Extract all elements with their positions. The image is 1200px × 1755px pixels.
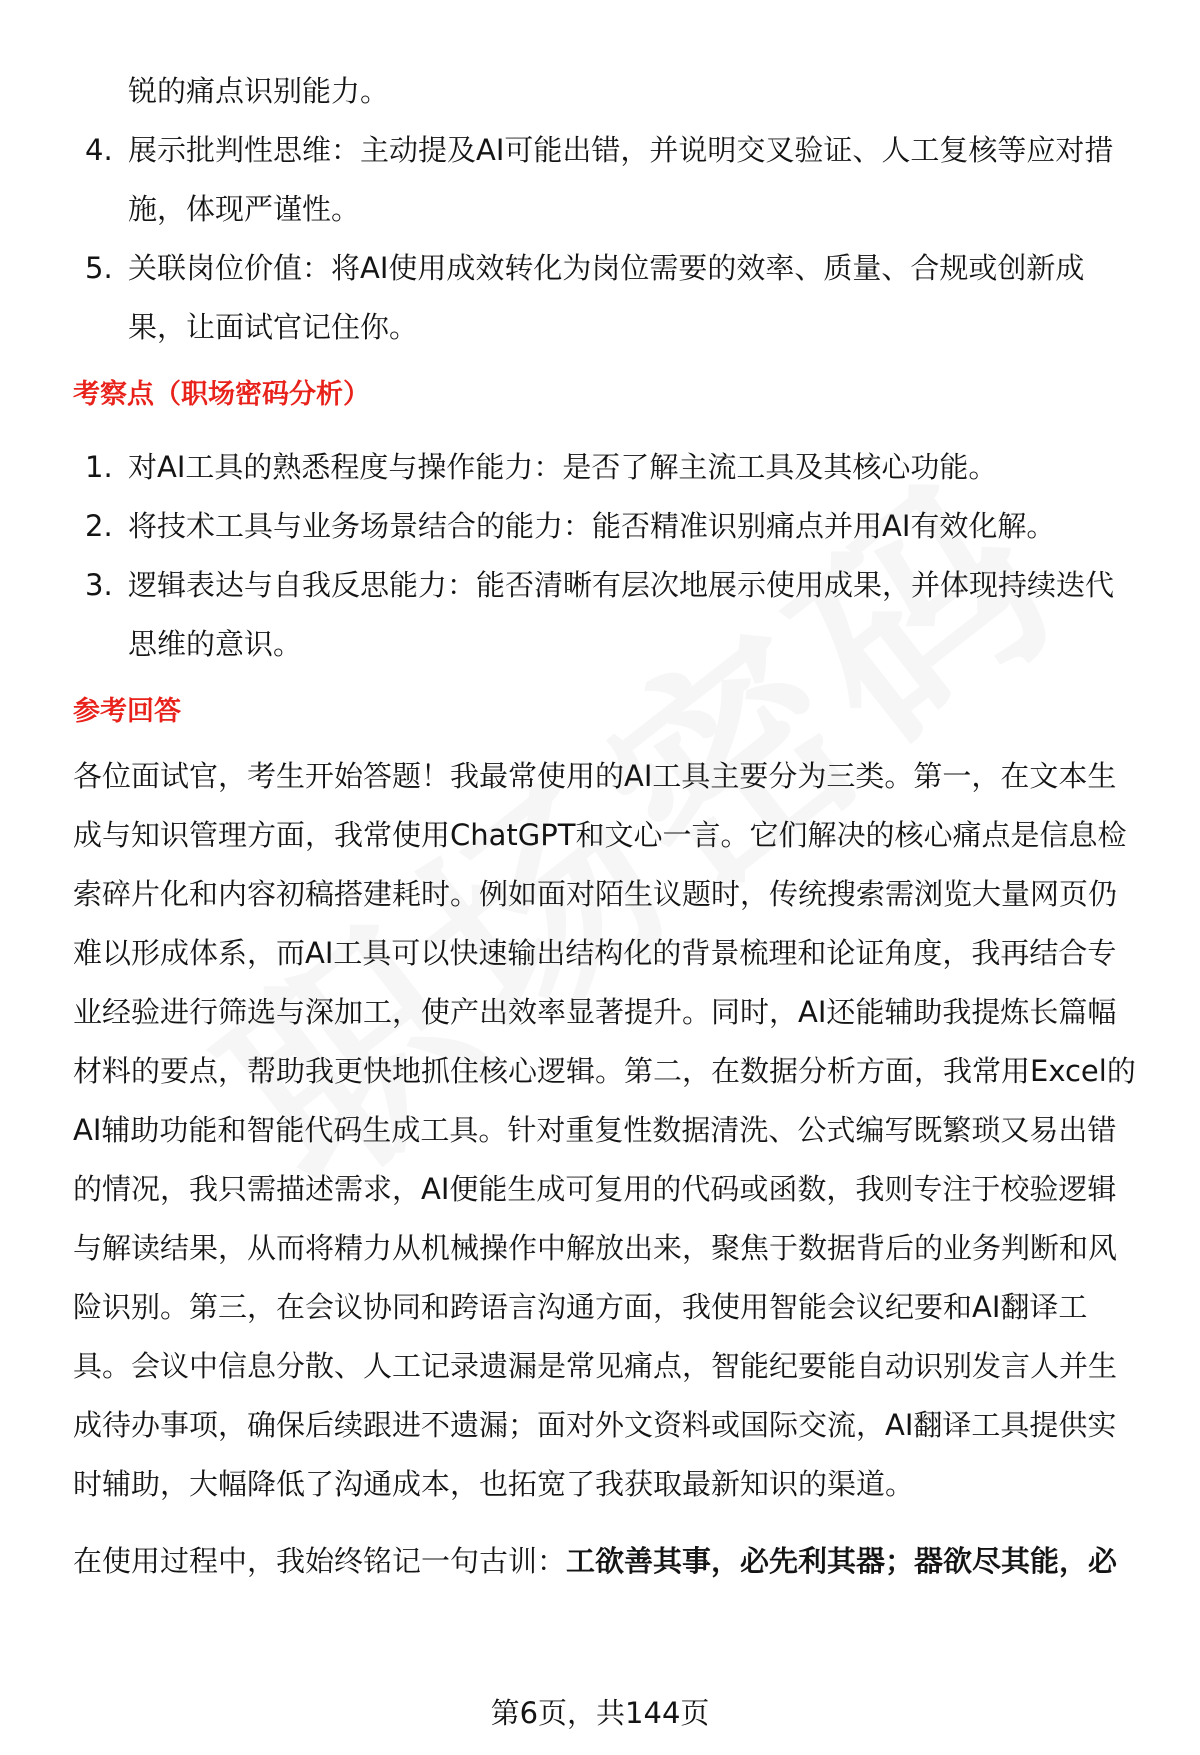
closing-quote: 工欲善其事，必先利其器；器欲尽其能，必	[566, 1544, 1118, 1578]
paragraph-line: 难以形成体系，而AI工具可以快速输出结构化的背景梳理和论证角度，我再结合专	[73, 936, 1117, 970]
section-heading-exam: 考察点（职场密码分析）	[73, 379, 370, 410]
page-footer: 第6页，共144页	[490, 1696, 710, 1730]
list-number: 4.	[85, 133, 113, 167]
paragraph-line: 的情况，我只需描述需求，AI便能生成可复用的代码或函数，我则专注于校验逻辑	[73, 1172, 1117, 1206]
list-text: 展示批判性思维：主动提及AI可能出错，并说明交叉验证、人工复核等应对措施，体现严谨性。	[128, 133, 1114, 226]
paragraph-line: 成待办事项，确保后续跟进不遗漏；面对外文资料或国际交流，AI翻译工具提供实	[73, 1408, 1117, 1442]
list-number: 5.	[85, 251, 113, 285]
list-text: 逻辑表达与自我反思能力：能否清晰有层次地展示使用成果，并体现持续迭代思维的意识。	[128, 568, 1115, 661]
list-number: 2.	[85, 509, 113, 543]
list-text: 对AI工具的熟悉程度与操作能力：是否了解主流工具及其核心功能。	[128, 450, 998, 484]
paragraph-line: 成与知识管理方面，我常使用ChatGPT和文心一言。它们解决的核心痛点是信息检	[73, 818, 1127, 852]
list-item	[73, 556, 1153, 674]
closing-text: 在使用过程中，我始终铭记一句古训：	[73, 1544, 567, 1578]
exam-points-list	[73, 438, 1153, 674]
answer-paragraph	[73, 747, 1158, 1514]
paragraph-line: 险识别。第三，在会议协同和跨语言沟通方面，我使用智能会议纪要和AI翻译工	[73, 1290, 1088, 1324]
paragraph-line: 材料的要点，帮助我更快地抓住核心逻辑。第二，在数据分析方面，我常用Excel的	[73, 1054, 1136, 1088]
document-page	[73, 62, 1153, 1591]
paragraph-line: 索碎片化和内容初稿搭建耗时。例如面对陌生议题时，传统搜索需浏览大量网页仍	[73, 877, 1118, 911]
paragraph-line: 业经验进行筛选与深加工，使产出效率显著提升。同时，AI还能辅助我提炼长篇幅	[73, 995, 1117, 1029]
list-text: 将技术工具与业务场景结合的能力：能否精准识别痛点并用AI有效化解。	[128, 509, 1056, 543]
list-item	[73, 497, 1153, 556]
paragraph-line: AI辅助功能和智能代码生成工具。针对重复性数据清洗、公式编写既繁琐又易出错	[73, 1113, 1117, 1147]
list-number: 1.	[85, 450, 113, 484]
closing-paragraph	[73, 1532, 1153, 1591]
list-item	[73, 438, 1153, 497]
list-number: 3.	[85, 568, 113, 602]
continuation-line: 锐的痛点识别能力。	[128, 74, 390, 108]
tips-list	[73, 121, 1153, 357]
list-item	[73, 121, 1153, 239]
paragraph-line: 时辅助，大幅降低了沟通成本，也拓宽了我获取最新知识的渠道。	[73, 1467, 915, 1501]
section-heading-answer: 参考回答	[73, 696, 181, 727]
paragraph-line: 与解读结果，从而将精力从机械操作中解放出来，聚焦于数据背后的业务判断和风	[73, 1231, 1118, 1265]
list-text: 关联岗位价值：将AI使用成效转化为岗位需要的效率、质量、合规或创新成果，让面试官记住你。	[128, 251, 1085, 344]
paragraph-line: 具。会议中信息分散、人工记录遗漏是常见痛点，智能纪要能自动识别发言人并生	[73, 1349, 1118, 1383]
list-item	[73, 239, 1153, 357]
paragraph-line: 各位面试官，考生开始答题！我最常使用的AI工具主要分为三类。第一，在文本生	[73, 759, 1117, 793]
